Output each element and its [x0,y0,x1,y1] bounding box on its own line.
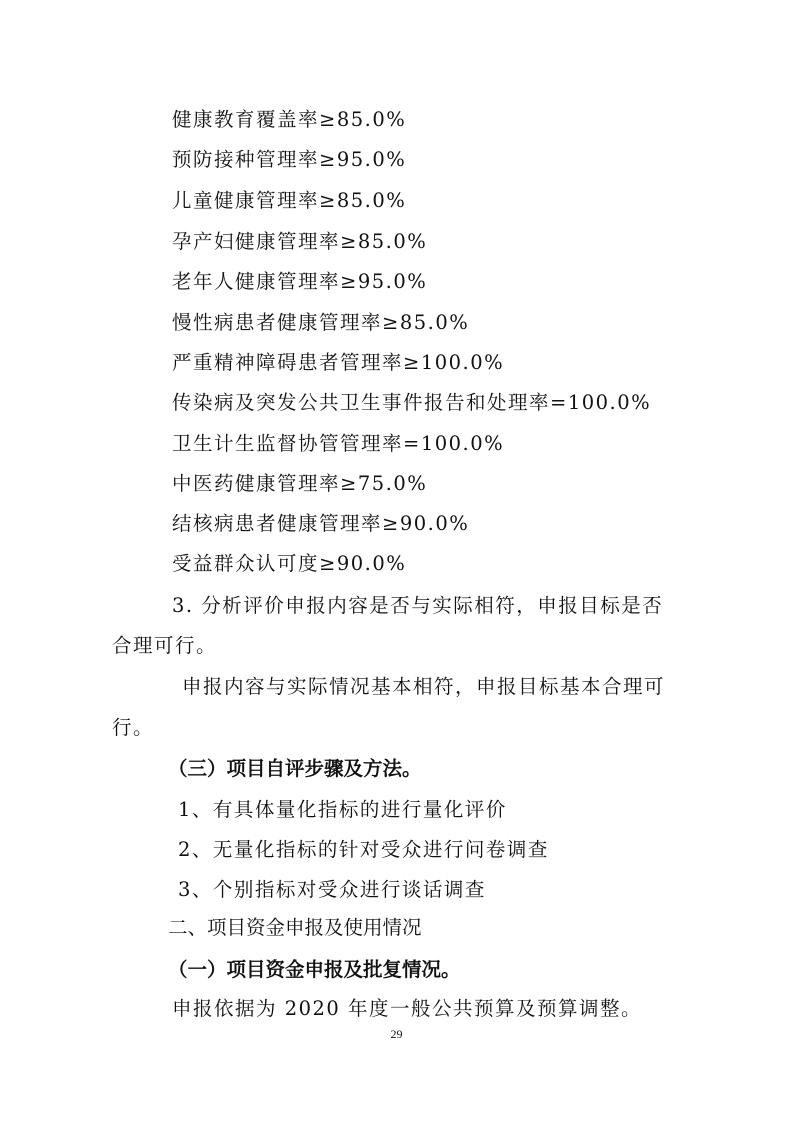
step-line: 2、无量化指标的针对受众进行问卷调查 [178,838,549,861]
metric-line: 慢性病患者健康管理率≥85.0% [172,311,470,334]
metric-line: 受益群众认可度≥90.0% [172,552,407,575]
analysis-answer-cont: 行。 [112,716,155,739]
metric-line: 结核病患者健康管理率≥90.0% [172,512,470,535]
page-number: 29 [390,1027,403,1041]
analysis-question-cont: 合理可行。 [112,634,218,657]
metric-line: 传染病及突发公共卫生事件报告和处理率=100.0% [172,391,652,414]
metric-line: 卫生计生监督协管管理率=100.0% [172,432,505,455]
metric-line: 中医药健康管理率≥75.0% [172,472,428,495]
analysis-question: 3. 分析评价申报内容是否与实际相符，申报目标是否 [172,594,664,617]
step-line: 1、有具体量化指标的进行量化评价 [178,798,507,821]
paragraph: 申报依据为 2020 年度一般公共预算及预算调整。 [172,997,643,1020]
metric-line: 老年人健康管理率≥95.0% [172,270,428,293]
metric-line: 严重精神障碍患者管理率≥100.0% [172,351,505,374]
section-heading: （三）项目自评步骤及方法。 [168,757,422,780]
analysis-answer: 申报内容与实际情况基本相符，申报目标基本合理可 [182,675,666,698]
part-heading: 二、项目资金申报及使用情况 [168,916,422,939]
metric-line: 预防接种管理率≥95.0% [172,148,407,171]
sub-heading: （一）项目资金申报及批复情况。 [168,958,461,981]
metric-line: 儿童健康管理率≥85.0% [172,189,407,212]
metric-line: 孕产妇健康管理率≥85.0% [172,230,428,253]
step-line: 3、个别指标对受众进行谈话调查 [178,878,486,901]
metric-line: 健康教育覆盖率≥85.0% [172,108,407,131]
